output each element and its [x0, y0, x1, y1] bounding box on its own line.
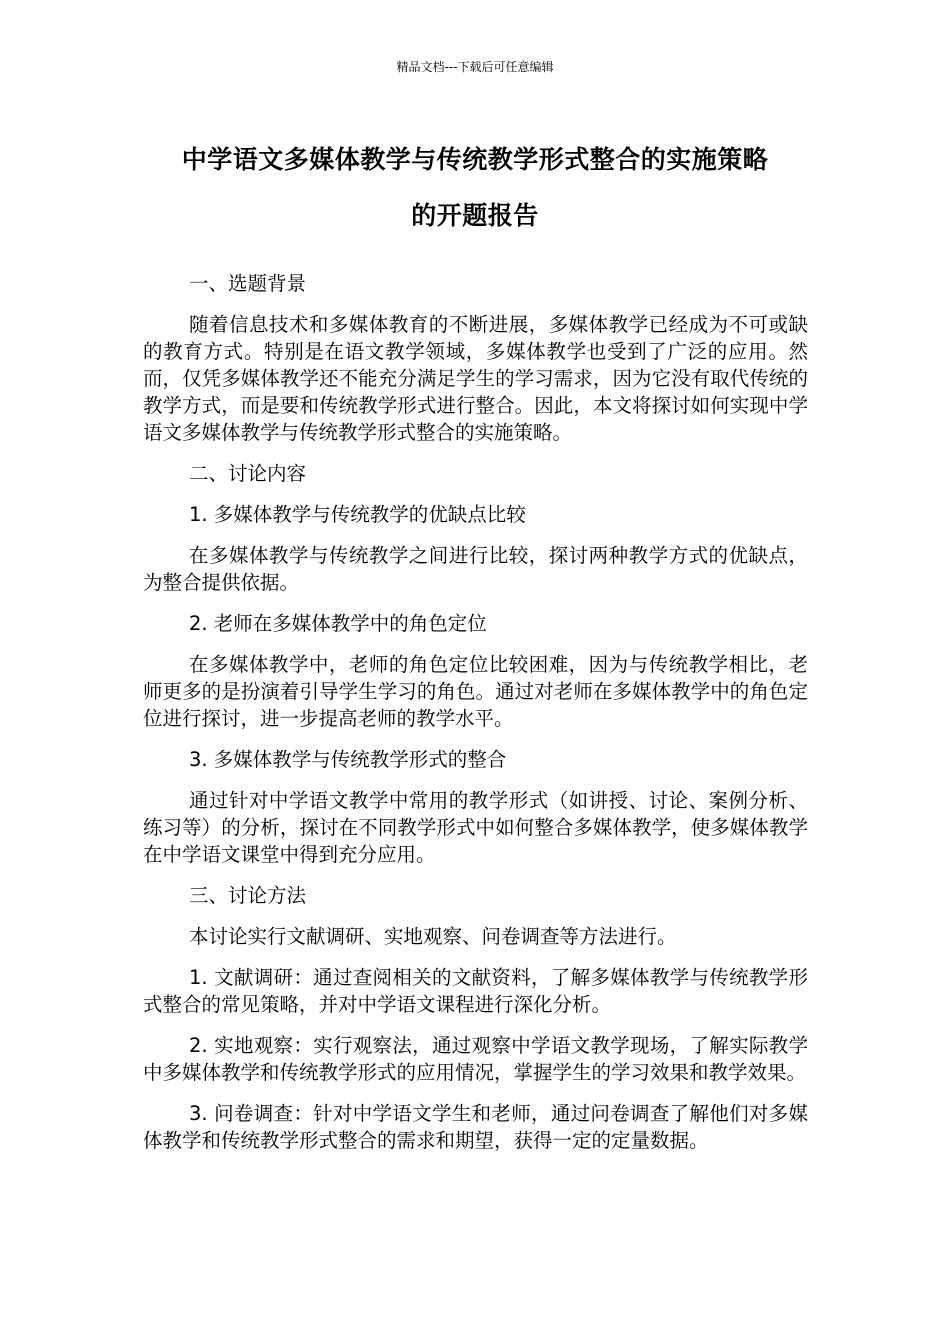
paragraph-method-observation: 2. 实地观察：实行观察法，通过观察中学语文教学现场，了解实际教学中多媒体教学和传统教学形式的应用情况，掌握学生的学习效果和教学效果。	[143, 1034, 808, 1084]
section-heading-content: 二、讨论内容	[189, 462, 307, 485]
paragraph-method-literature: 1. 文献调研：通过查阅相关的文献资料，了解多媒体教学与传统教学形式整合的常见策略，并对中学语文课程进行深化分析。	[143, 966, 808, 1016]
paragraph-method-survey: 3. 问卷调查：针对中学语文学生和老师，通过问卷调查了解他们对多媒体教学和传统教学形式整合的需求和期望，获得一定的定量数据。	[143, 1102, 808, 1152]
document-title-line-1: 中学语文多媒体教学与传统教学形式整合的实施策略	[181, 145, 769, 174]
subheading-comparison: 1. 多媒体教学与传统教学的优缺点比较	[189, 503, 526, 526]
section-heading-background: 一、选题背景	[189, 272, 307, 295]
subheading-integration: 3. 多媒体教学与传统教学形式的整合	[189, 748, 507, 771]
paragraph-background: 随着信息技术和多媒体教育的不断进展，多媒体教学已经成为不可或缺的教育方式。特别是在语文教学领域，多媒体教学也受到了广泛的应用。然而，仅凭多媒体教学还不能充分满足学生的学习需求，因为它没有取代传统的教学方式，而是要和传统教学形式进行整合。因此，本文将探讨如何实现中学语文多媒体教学与传统教学形式整合的实施策略。	[143, 313, 808, 444]
paragraph-methods-intro: 本讨论实行文献调研、实地观察、问卷调查等方法进行。	[189, 925, 677, 948]
subheading-teacher-role: 2. 老师在多媒体教学中的角色定位	[189, 612, 487, 635]
document-title-line-2: 的开题报告	[411, 201, 539, 230]
header-note: 精品文档---下载后可任意编辑	[396, 60, 554, 74]
section-heading-methods: 三、讨论方法	[189, 884, 307, 907]
document-body	[143, 270, 808, 1168]
paragraph-comparison: 在多媒体教学与传统教学之间进行比较，探讨两种教学方式的优缺点，为整合提供依据。	[143, 544, 808, 594]
paragraph-teacher-role: 在多媒体教学中，老师的角色定位比较困难，因为与传统教学相比，老师更多的是扮演着引导学生学习的角色。通过对老师在多媒体教学中的角色定位进行探讨，进一步提高老师的教学水平。	[143, 653, 808, 730]
paragraph-integration: 通过针对中学语文教学中常用的教学形式（如讲授、讨论、案例分析、练习等）的分析，探讨在不同教学形式中如何整合多媒体教学，使多媒体教学在中学语文课堂中得到充分应用。	[143, 789, 808, 866]
